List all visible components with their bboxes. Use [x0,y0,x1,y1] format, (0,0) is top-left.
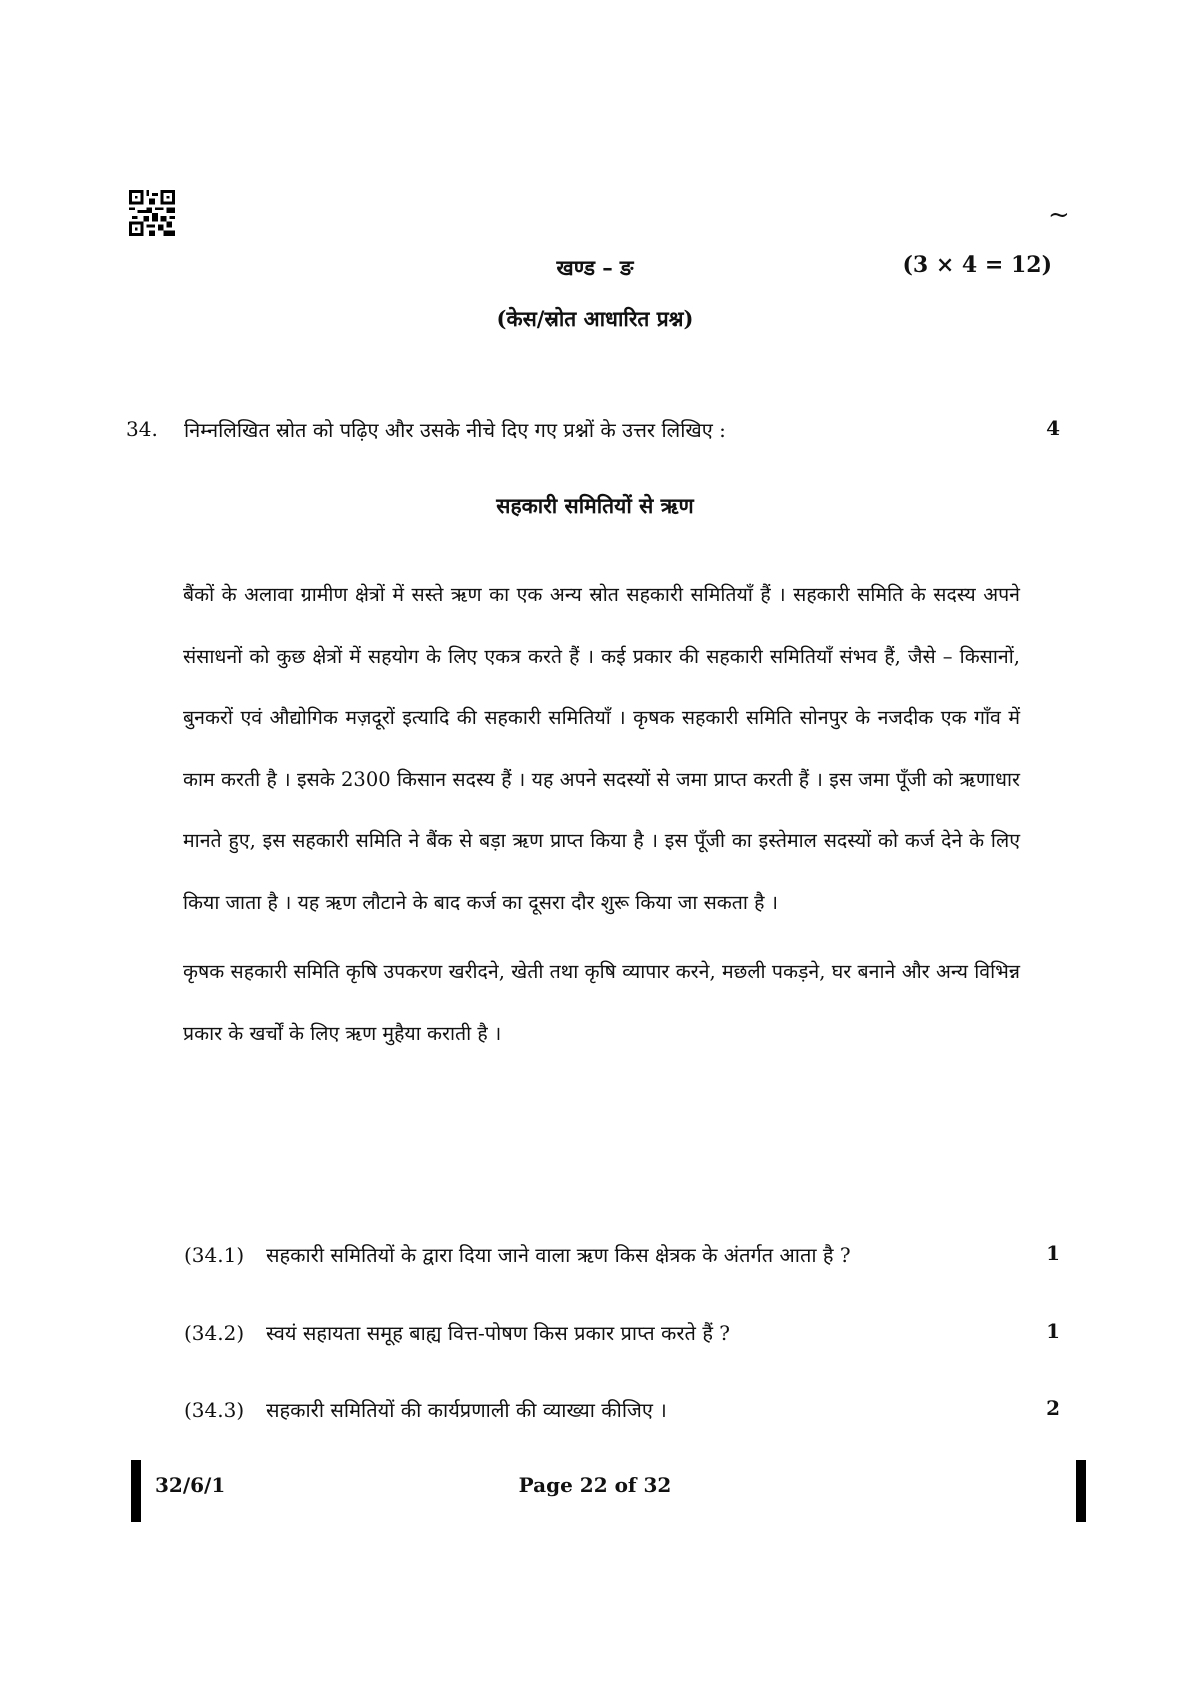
passage-title: सहकारी समितियों से ऋण [496,493,694,518]
sub-question [184,1396,667,1423]
section-title: खण्ड – ङ [556,255,634,280]
page-number: Page 22 of 32 [518,1473,672,1497]
sub-question-number: (34.1) [184,1243,245,1267]
sub-question-marks: 1 [1046,1241,1060,1265]
sub-question-text: सहकारी समितियों के द्वारा दिया जाने वाला ऋण किस क्षेत्रक के अंतर्गत आता है ? [266,1243,851,1267]
passage-paragraph: कृषक सहकारी समिति कृषि उपकरण खरीदने, खेती तथा कृषि व्यापार करने, मछली पकड़ने, घर बनाने और अन्य विभिन्न प्रकार के खर्चों के लिए ऋण मुहैया कराती है । [183,960,1020,1045]
sub-question-number: (34.2) [184,1321,245,1345]
sub-question-text: सहकारी समितियों की कार्यप्रणाली की व्याख्या कीजिए । [266,1398,667,1422]
section-subtitle: (केस/स्रोत आधारित प्रश्न) [496,306,694,331]
footer-bar-right [1076,1460,1086,1522]
paper-code: 32/6/1 [155,1473,226,1497]
question-number: 34. [126,417,158,441]
question-instruction: निम्नलिखित स्रोत को पढ़िए और उसके नीचे दिए गए प्रश्नों के उत्तर लिखिए : [184,418,726,442]
qr-code-icon [128,190,176,236]
sub-question-marks: 2 [1046,1396,1060,1420]
sub-question-number: (34.3) [184,1398,245,1422]
question-marks: 4 [1046,416,1060,440]
page-mark-tilde: ~ [1048,200,1070,230]
passage-paragraph: बैंकों के अलावा ग्रामीण क्षेत्रों में सस्ते ऋण का एक अन्य स्रोत सहकारी समितियाँ हैं । सहकारी समिति के सदस्य अपने संसाधनों को कुछ क्षेत्रों में सहयोग के लिए एकत्र करते हैं । कई प्रकार की सहकारी समितियाँ संभव हैं, जैसे – किसानों, बुनकरों एवं औद्योगिक मज़दूरों इत्यादि की सहकारी समितियाँ । कृषक सहकारी समिति सोनपुर के नजदीक एक गाँव में काम करती है । इसके 2300 किसान सदस्य हैं । यह अपने सदस्यों से जमा प्राप्त करती हैं । इस जमा पूँजी को ऋणाधार मानते हुए, इस सहकारी समिति ने बैंक से बड़ा ऋण प्राप्त किया है । इस पूँजी का इस्तेमाल सदस्यों को कर्ज देने के लिए किया जाता है । यह ऋण लौटाने के बाद कर्ज का दूसरा दौर शुरू किया जा सकता है । [183,583,1020,914]
sub-question [184,1319,730,1346]
section-marks: (3 × 4 = 12) [902,252,1052,278]
sub-question [184,1241,851,1268]
passage [183,564,1020,1064]
sub-question-text: स्वयं सहायता समूह बाह्य वित्त-पोषण किस प्रकार प्राप्त करते हैं ? [266,1321,731,1345]
sub-question-marks: 1 [1046,1319,1060,1343]
